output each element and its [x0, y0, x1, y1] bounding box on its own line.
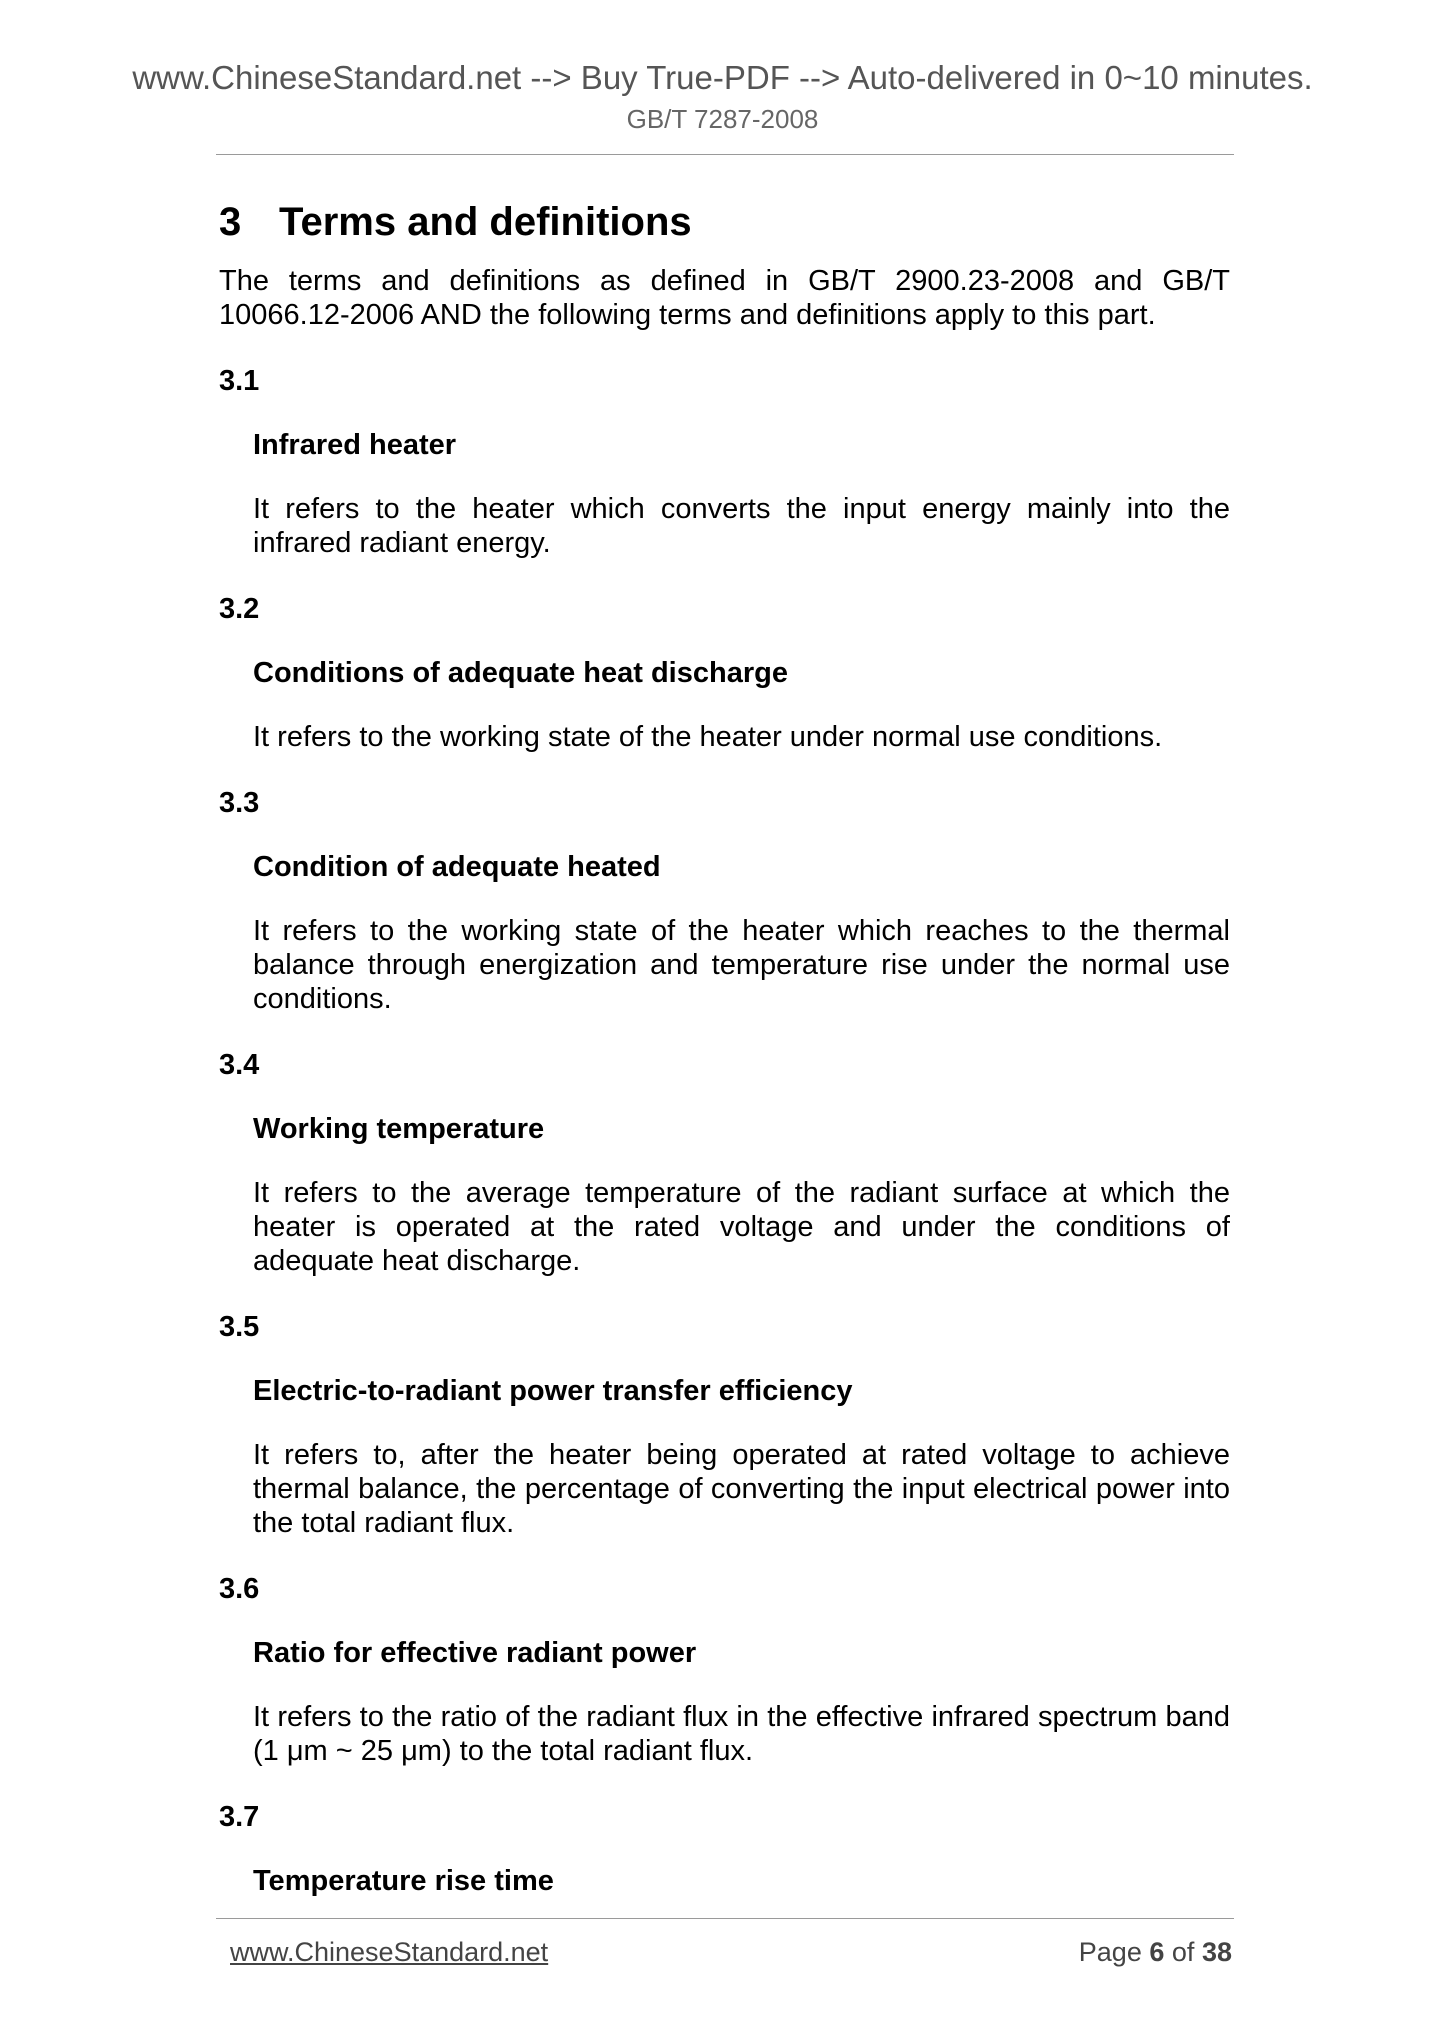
site-banner: www.ChineseStandard.net --> Buy True-PDF --> Auto-delivered in 0~10 minutes.: [132, 59, 1313, 96]
term-entry-3-1: [219, 364, 1230, 560]
current-page-number: 6: [1149, 1937, 1165, 1967]
header-divider: [216, 154, 1234, 155]
page-indicator: [1079, 1935, 1232, 1969]
term-name: Electric-to-radiant power transfer efficiency: [253, 1375, 853, 1407]
term-number: 3.6: [219, 1573, 260, 1605]
term-name: Temperature rise time: [253, 1865, 554, 1897]
section-intro: The terms and definitions as defined in GB/T 2900.23-2008 and GB/T 10066.12-2006 AND the following terms and definitions apply to this part.: [219, 265, 1230, 331]
term-name: Condition of adequate heated: [253, 851, 661, 883]
term-number: 3.1: [219, 365, 260, 397]
total-page-count: 38: [1201, 1937, 1232, 1967]
term-number: 3.2: [219, 593, 260, 625]
term-definition: It refers to the heater which converts the input energy mainly into the infrared radiant energy.: [253, 493, 1230, 559]
term-definition: It refers to the average temperature of the radiant surface at which the heater is operated at the rated voltage and under the conditions of adequate heat discharge.: [253, 1177, 1230, 1277]
term-entry-3-2: [219, 592, 1230, 754]
term-definition: It refers to the working state of the heater which reaches to the thermal balance through energization and temperature rise under the normal use conditions.: [253, 915, 1230, 1015]
term-number: 3.4: [219, 1049, 260, 1081]
term-number: 3.7: [219, 1801, 260, 1833]
term-definition: It refers to, after the heater being operated at rated voltage to achieve thermal balance, the percentage of converting the input electrical power into the total radiant flux.: [253, 1439, 1230, 1539]
term-entry-3-7: [219, 1800, 1230, 1898]
term-definition: It refers to the ratio of the radiant flux in the effective infrared spectrum band (1 μm ~ 25 μm) to the total radiant flux.: [253, 1701, 1230, 1767]
page-of-label: of: [1171, 1937, 1195, 1967]
term-definition: It refers to the working state of the heater under normal use conditions.: [253, 721, 1163, 753]
term-name: Ratio for effective radiant power: [253, 1637, 697, 1669]
section-number: 3: [219, 200, 242, 244]
term-entry-3-4: [219, 1048, 1230, 1278]
page-prefix: Page: [1078, 1937, 1142, 1967]
document-code: GB/T 7287-2008: [626, 104, 819, 134]
term-number: 3.5: [219, 1311, 260, 1343]
term-name: Working temperature: [253, 1113, 545, 1145]
term-entry-3-5: [219, 1310, 1230, 1540]
term-name: Conditions of adequate heat discharge: [253, 657, 788, 689]
footer-divider: [216, 1918, 1234, 1919]
term-entry-3-6: [219, 1572, 1230, 1768]
page-content: [219, 196, 1230, 1898]
term-name: Infrared heater: [253, 429, 457, 461]
term-number: 3.3: [219, 787, 260, 819]
section-heading: [219, 196, 1230, 248]
footer-site-link[interactable]: www.ChineseStandard.net: [230, 1937, 549, 1967]
section-title: Terms and definitions: [279, 200, 692, 244]
term-entry-3-3: [219, 786, 1230, 1016]
